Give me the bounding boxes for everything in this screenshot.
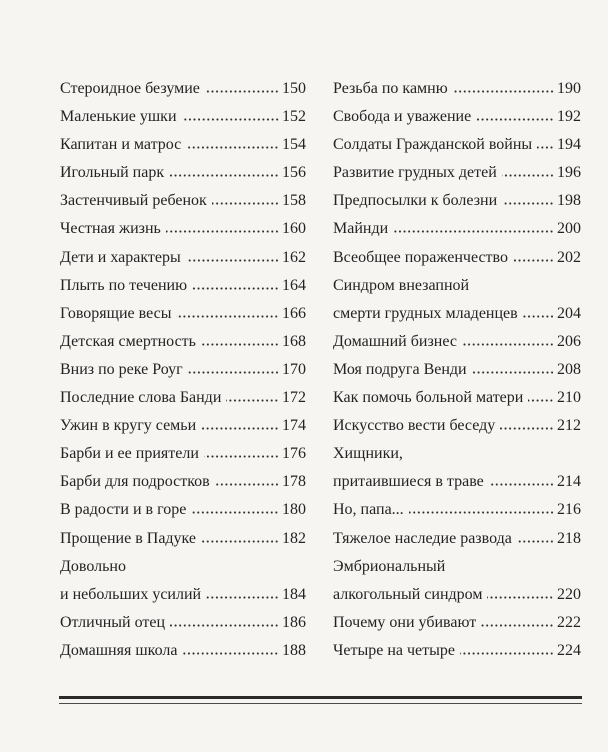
- entry-line: [60, 609, 306, 637]
- entry-title: Барби и ее приятели: [60, 445, 199, 463]
- toc-entry: [333, 637, 581, 665]
- entry-line: [333, 412, 581, 440]
- entry-title: Последние слова Банди: [60, 389, 222, 407]
- dot-leader: [489, 483, 554, 486]
- entry-title: Развитие грудных детей: [333, 164, 497, 182]
- dot-leader: [226, 399, 279, 402]
- toc-entry: [60, 131, 306, 159]
- toc-entry: [60, 356, 306, 384]
- entry-page-number: 170: [282, 360, 306, 378]
- footer-rule-thin: [59, 703, 582, 704]
- entry-line: [60, 356, 306, 384]
- dot-leader: [460, 652, 554, 655]
- entry-line: [60, 553, 306, 581]
- dot-leader: [513, 259, 554, 262]
- entry-title: Ужин в кругу семьи: [60, 417, 197, 435]
- toc-entry: [60, 525, 306, 553]
- entry-title: Четыре на четыре: [333, 641, 455, 659]
- entry-page-number: 176: [282, 445, 306, 463]
- entry-page-number: 186: [282, 613, 306, 631]
- entry-page-number: 222: [557, 613, 581, 631]
- toc-entry: [60, 215, 306, 243]
- entry-title: Синдром внезапной: [333, 276, 470, 294]
- dot-leader: [487, 596, 554, 599]
- entry-title: Довольно: [60, 557, 126, 575]
- dot-leader: [191, 511, 279, 514]
- entry-page-number: 214: [557, 473, 581, 491]
- entry-line: [60, 328, 306, 356]
- entry-title: Дети и характеры: [60, 248, 181, 266]
- toc-entry: [333, 159, 581, 187]
- entry-page-number: 212: [557, 417, 581, 435]
- entry-title: Тяжелое наследие развода: [333, 529, 512, 547]
- entry-line: [60, 187, 306, 215]
- toc-entry: [333, 384, 581, 412]
- entry-title-continued: смерти грудных младенцев: [333, 304, 518, 322]
- entry-page-number: 180: [282, 501, 306, 519]
- entry-title: Прощение в Падуке: [60, 529, 197, 547]
- entry-line: [60, 103, 306, 131]
- dot-leader: [500, 427, 554, 430]
- entry-title: Барби для подростков: [60, 473, 210, 491]
- toc-entry: [333, 187, 581, 215]
- dot-leader: [481, 624, 554, 627]
- entry-line: [333, 103, 581, 131]
- entry-page-number: 160: [282, 220, 306, 238]
- entry-title: Предпосылки к болезни: [333, 192, 498, 210]
- toc-entry: [333, 496, 581, 524]
- entry-title: Майнди: [333, 220, 389, 238]
- dot-leader: [169, 174, 279, 177]
- entry-line: [60, 412, 306, 440]
- entry-title: Отличный отец: [60, 613, 166, 631]
- entry-title-continued: и небольших усилий: [60, 585, 202, 603]
- entry-line: [60, 75, 306, 103]
- dot-leader: [502, 202, 554, 205]
- dot-leader: [201, 343, 279, 346]
- dot-leader: [215, 483, 279, 486]
- entry-title: Хищники,: [333, 445, 403, 463]
- dot-leader: [205, 90, 279, 93]
- dot-leader: [409, 511, 554, 514]
- toc-entry: [333, 103, 581, 131]
- entry-line: [60, 300, 306, 328]
- dot-leader: [476, 118, 554, 121]
- dot-leader: [182, 118, 279, 121]
- entry-page-number: 164: [282, 276, 306, 294]
- toc-entry: [60, 496, 306, 524]
- entry-page-number: 158: [282, 192, 306, 210]
- entry-title: Домашний бизнес: [333, 332, 457, 350]
- entry-title: Моя подруга Венди: [333, 360, 467, 378]
- entry-page-number: 172: [282, 389, 306, 407]
- toc-entry: [60, 244, 306, 272]
- entry-line: [333, 159, 581, 187]
- entry-line: [333, 356, 581, 384]
- dot-leader: [204, 455, 279, 458]
- entry-line: [333, 272, 581, 300]
- entry-title: Говорящие весы: [60, 304, 172, 322]
- entry-page-number: 220: [557, 585, 581, 603]
- dot-leader: [212, 202, 279, 205]
- entry-line: [333, 215, 581, 243]
- entry-page-number: 194: [557, 136, 581, 154]
- dot-leader: [186, 259, 279, 262]
- entry-title-continued: притаившиеся в траве: [333, 473, 484, 491]
- dot-leader: [453, 90, 554, 93]
- entry-line: [60, 440, 306, 468]
- toc-entry: [333, 131, 581, 159]
- dot-leader: [517, 540, 554, 543]
- toc-entry: [333, 272, 581, 328]
- entry-title: Свобода и уважение: [333, 108, 472, 126]
- entry-page-number: 150: [282, 80, 306, 97]
- dot-leader: [188, 371, 279, 374]
- dot-leader: [186, 146, 279, 149]
- entry-line: [333, 440, 581, 468]
- entry-line: [60, 496, 306, 524]
- toc-left-column: [60, 75, 306, 665]
- entry-line: [333, 496, 581, 524]
- entry-page-number: 192: [557, 108, 581, 126]
- entry-line: [333, 187, 581, 215]
- entry-line: [60, 159, 306, 187]
- toc-entry: [60, 440, 306, 468]
- dot-leader: [537, 146, 554, 149]
- entry-title: Капитан и матрос: [60, 136, 182, 154]
- entry-page-number: 224: [557, 641, 581, 659]
- entry-title: Стероидное безумие: [60, 80, 200, 97]
- entry-line: [60, 468, 306, 496]
- entry-line: [60, 525, 306, 553]
- entry-page-number: 156: [282, 164, 306, 182]
- toc-entry: [333, 244, 581, 272]
- dot-leader: [201, 427, 279, 430]
- toc-entry: [333, 525, 581, 553]
- entry-line: [60, 637, 306, 665]
- dot-leader: [166, 230, 279, 233]
- entry-line: [60, 272, 306, 300]
- entry-page-number: 174: [282, 417, 306, 435]
- footer-rule-thick: [59, 696, 582, 699]
- entry-title: Но, папа...: [333, 501, 404, 519]
- toc-entry: [333, 328, 581, 356]
- toc-entry: [333, 553, 581, 609]
- entry-title: Честная жизнь: [60, 220, 161, 238]
- toc-entry: [333, 412, 581, 440]
- dot-leader: [201, 540, 279, 543]
- entry-title: Почему они убивают: [333, 613, 477, 631]
- toc-entry: [60, 159, 306, 187]
- entry-title: Как помочь больной матери: [333, 389, 524, 407]
- entry-page-number: 204: [557, 304, 581, 322]
- entry-title-continued: алкогольный синдром: [333, 585, 483, 603]
- entry-line: [333, 525, 581, 553]
- dot-leader: [502, 174, 554, 177]
- entry-line: [333, 300, 581, 328]
- entry-line: [60, 215, 306, 243]
- entry-page-number: 188: [282, 641, 306, 659]
- entry-page-number: 184: [282, 585, 306, 603]
- entry-page-number: 162: [282, 248, 306, 266]
- entry-title: В радости и в горе: [60, 501, 187, 519]
- toc-entry: [60, 328, 306, 356]
- entry-page-number: 182: [282, 529, 306, 547]
- toc-entry: [60, 75, 306, 103]
- entry-line: [60, 244, 306, 272]
- toc-entry: [60, 553, 306, 609]
- entry-line: [333, 328, 581, 356]
- toc-entry: [333, 75, 581, 103]
- entry-page-number: 190: [557, 80, 581, 97]
- entry-title: Солдаты Гражданской войны: [333, 136, 533, 154]
- entry-line: [333, 581, 581, 609]
- entry-title: Плыть по течению: [60, 276, 188, 294]
- entry-page-number: 216: [557, 501, 581, 519]
- entry-page-number: 178: [282, 473, 306, 491]
- entry-line: [333, 384, 581, 412]
- entry-page-number: 202: [557, 248, 581, 266]
- entry-title: Детская смертность: [60, 332, 196, 350]
- toc-entry: [60, 300, 306, 328]
- entry-line: [333, 553, 581, 581]
- dot-leader: [206, 596, 279, 599]
- entry-line: [60, 384, 306, 412]
- dot-leader: [176, 315, 279, 318]
- toc-entry: [333, 356, 581, 384]
- dot-leader: [170, 624, 279, 627]
- entry-line: [333, 75, 581, 103]
- entry-page-number: 210: [557, 389, 581, 407]
- entry-page-number: 166: [282, 304, 306, 322]
- entry-page-number: 208: [557, 360, 581, 378]
- entry-line: [333, 131, 581, 159]
- entry-title: Маленькие ушки: [60, 108, 177, 126]
- toc-entry: [333, 215, 581, 243]
- dot-leader: [393, 230, 554, 233]
- toc-entry: [60, 384, 306, 412]
- toc-entry: [60, 272, 306, 300]
- entry-title: Искусство вести беседу: [333, 417, 496, 435]
- dot-leader: [472, 371, 554, 374]
- toc-entry: [333, 609, 581, 637]
- entry-page-number: 198: [557, 192, 581, 210]
- dot-leader: [182, 652, 279, 655]
- entry-title: Резьба по камню: [333, 80, 448, 97]
- dot-leader: [192, 287, 279, 290]
- entry-page-number: 206: [557, 332, 581, 350]
- toc-entry: [60, 103, 306, 131]
- toc-right-column: [333, 75, 581, 665]
- entry-line: [333, 637, 581, 665]
- toc-entry: [333, 440, 581, 496]
- dot-leader: [462, 343, 554, 346]
- dot-leader: [528, 399, 554, 402]
- entry-title: Застенчивый ребенок: [60, 192, 207, 210]
- entry-title: Домашняя школа: [60, 641, 178, 659]
- entry-line: [60, 581, 306, 609]
- entry-line: [333, 244, 581, 272]
- dot-leader: [523, 315, 554, 318]
- toc-entry: [60, 468, 306, 496]
- entry-page-number: 152: [282, 108, 306, 126]
- toc-entry: [60, 637, 306, 665]
- entry-title: Эмбриональный: [333, 557, 446, 575]
- toc-entry: [60, 609, 306, 637]
- entry-page-number: 196: [557, 164, 581, 182]
- entry-page-number: 218: [557, 529, 581, 547]
- entry-line: [60, 131, 306, 159]
- entry-title: Всеобщее пораженчество: [333, 248, 508, 266]
- entry-line: [333, 609, 581, 637]
- entry-title: Вниз по реке Роуг: [60, 360, 183, 378]
- toc-entry: [60, 412, 306, 440]
- entry-line: [333, 468, 581, 496]
- entry-page-number: 200: [557, 220, 581, 238]
- entry-title: Игольный парк: [60, 164, 165, 182]
- toc-entry: [60, 187, 306, 215]
- entry-page-number: 154: [282, 136, 306, 154]
- entry-page-number: 168: [282, 332, 306, 350]
